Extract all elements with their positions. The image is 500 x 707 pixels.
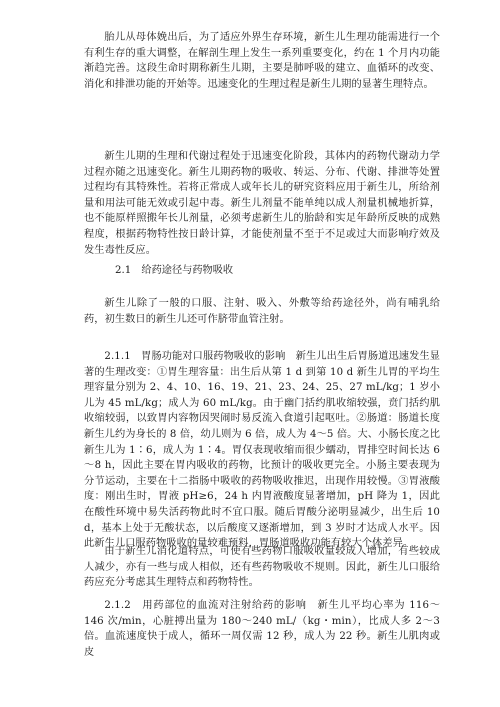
paragraph-pharmacokinetics: 新生儿期的生理和代谢过程处于迅速变化阶段，其体内的药物代谢动力学过程亦随之迅速变化。新生儿期药物的吸收、转运、分布、代谢、排泄等处置过程均有其特殊性。若将正常成人或年长儿的研究资料应用于新生儿，所给剂量和用法可能无效或引起中毒。新生儿剂量不能单纯以成人剂量机械地折算，也不能原样照搬年长儿剂量，必须考虑新生儿的胎龄和实足年龄所反映的成熟程度，根据药物特性按日龄计算，才能使剂量不至于不足或过大而影响疗效及发生毒性反应。 — [84, 151, 440, 256]
paragraph-injection-blood-flow: 2.1.2 用药部位的血流对注射给药的影响 新生儿平均心率为 116～146 次/min，心脏搏出量为 180～240 mL/（kg・min），比成人多 2～3 倍。血流速度快于成人，循环一周仅需 12 秒，成人为 22 秒。新生儿肌肉或皮 — [84, 600, 440, 658]
section-heading: 2.1 给药途径与药物吸收 — [115, 265, 234, 276]
paragraph-newborn-intro: 胎儿从母体娩出后，为了适应外界生存环境，新生儿生理功能需进行一个有利生存的重大调整，在解剖生理上发生一系列重要变化，约在 1 个月内功能渐趋完善。这段生命时期称新生儿期，主要是肺呼吸的建立、血循环的改变、消化和排泄功能的开始等。迅速变化的生理过程是新生儿期的显著生理特点。 — [84, 32, 440, 90]
paragraph-routes: 新生儿除了一般的口服、注射、吸入、外敷等给药途径外，尚有哺乳给药，初生数日的新生儿还可作脐带血管注射。 — [84, 298, 440, 325]
paragraph-gi-function: 2.1.1 胃肠功能对口服药物吸收的影响 新生儿出生后胃肠道迅速发生显著的生理改变：①胃生理容量：出生后从第 1 d 到第 10 d 新生儿胃的平均生理容量分别为 2、4、10、16、19、21、23、24、25、27 mL/kg；1 岁小儿为 45 mL/kg；成人为 60 mL/kg。由于幽门括约肌收缩较强，贲门括约肌收缩较弱，以致胃内容物因哭闹时易反流入食道引起呕吐。②肠道：肠道长度新生儿约为身长的 8 倍，幼儿则为 6 倍，成人为 4～5 倍。大、小肠长度之比新生儿为 1∶6，成人为 1∶4。胃仅表现收缩而很少蠕动，胃排空时间长达 6～8 h，因此主要在胃内吸收的药物，比预计的吸收更完全。小肠主要表现为分节运动，主要在十二指肠中吸收的药物吸收推迟，出现作用较慢。③胃液酸度：刚出生时，胃液 pH≥6，24 h 内胃液酸度显著增加，pH 降为 1，因此在酸性环境中易失活药物此时不宜口服。随后胃酸分泌明显减少，出生后 10 d，基本上处于无酸状态，以后酸度又逐渐增加，到 3 岁时才达成人水平。因此新生儿口服药物吸收的量较难预料，胃肠道吸收功能有较大个体差异。 — [84, 351, 440, 550]
paragraph-oral-absorption: 由于新生儿消化道特点，可使有些药物口服吸收量较成人增加，有些较成人减少，亦有一些与成人相似，还有些药物吸收不规则。因此，新生儿口服给药应充分考虑其生理特点和药物特性。 — [84, 546, 440, 589]
